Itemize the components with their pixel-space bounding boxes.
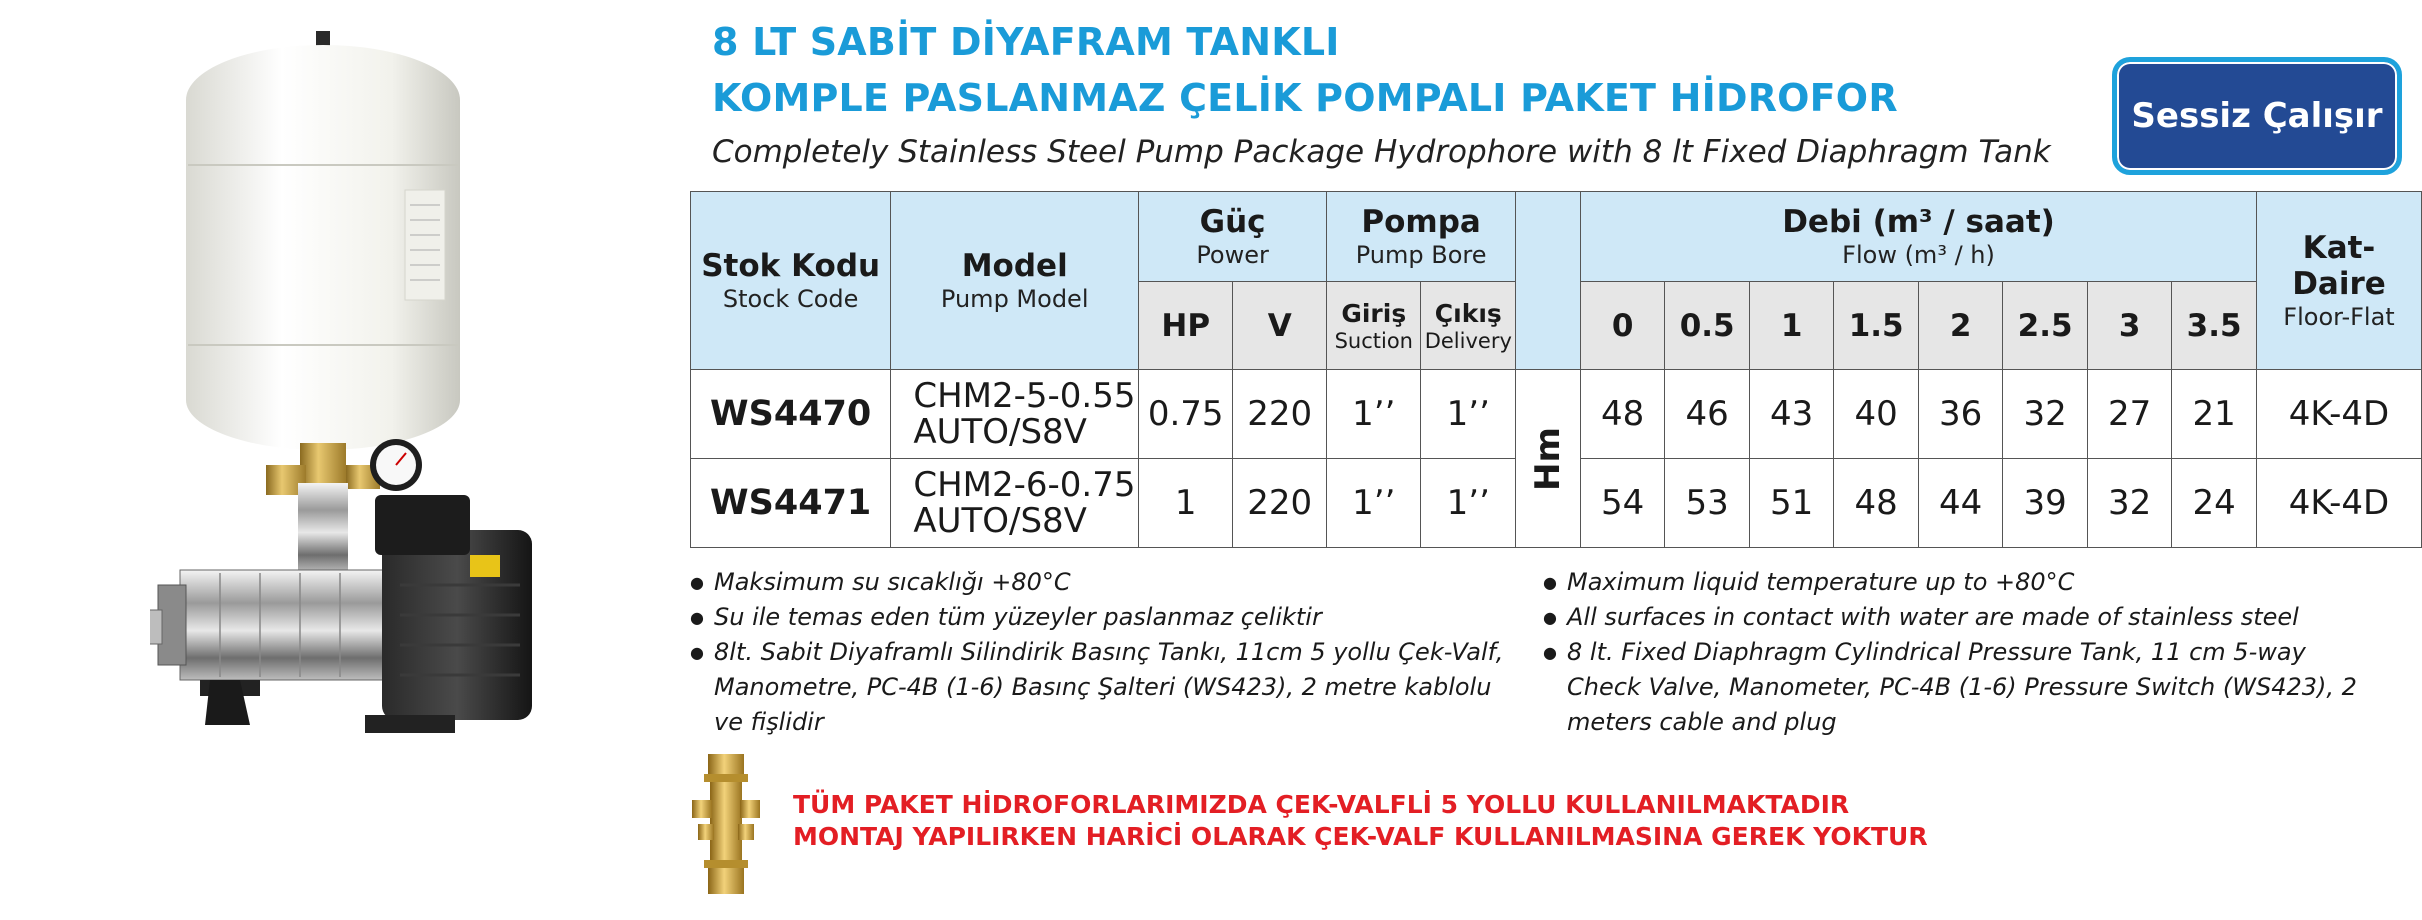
flow-rate-5: 2.5 <box>2003 282 2088 370</box>
row-flow-value: 27 <box>2088 370 2172 459</box>
row-model <box>891 459 1139 548</box>
row-stock-code: WS4470 <box>691 370 891 459</box>
row-flow-value: 46 <box>1665 370 1750 459</box>
header-suction-sub: Suction <box>1334 328 1413 353</box>
note-item: ● Maximum liquid temperature up to +80°C <box>1543 565 2383 600</box>
english-subtitle: Completely Stainless Steel Pump Package Hydrophore with 8 lt Fixed Diaphragm Tank <box>712 134 2051 170</box>
header-flow-main: Debi (m³ / saat) <box>1782 203 2055 240</box>
header-delivery-main: Çıkış <box>1434 298 1502 328</box>
header-suction <box>1327 282 1421 370</box>
row-flow-value: 32 <box>2088 459 2172 548</box>
note-item: ● All surfaces in contact with water are made of stainless steel <box>1543 600 2383 635</box>
header-flow <box>1581 192 2257 282</box>
title-line-1: 8 LT SABİT DİYAFRAM TANKLI <box>712 20 1340 64</box>
header-pump <box>1327 192 1516 282</box>
header-delivery-sub: Delivery <box>1424 328 1512 353</box>
header-flow-sub: Flow (m³ / h) <box>1842 240 1995 269</box>
flow-rate-3: 1.5 <box>1834 282 1919 370</box>
hydrophore-product-image <box>150 25 620 765</box>
row-flow-value: 21 <box>2172 370 2257 459</box>
row-flow-value: 48 <box>1834 459 1919 548</box>
header-model-sub: Pump Model <box>940 284 1089 313</box>
footer-warning-line-1: TÜM PAKET HİDROFORLARIMIZDA ÇEK-VALFLİ 5 YOLLU KULLANILMAKTADIR <box>793 790 1850 819</box>
row-hp: 1 <box>1139 459 1233 548</box>
footer-warning-line-2: MONTAJ YAPILIRKEN HARİCİ OLARAK ÇEK-VALF KULLANILMASINA GEREK YOKTUR <box>793 822 1928 851</box>
row-model-line1: CHM2-5-0.55 <box>913 376 1136 416</box>
check-valve-image <box>690 752 762 896</box>
flow-rate-4: 2 <box>1919 282 2003 370</box>
row-floor: 4K-4D <box>2256 370 2421 459</box>
spec-table <box>690 191 2422 548</box>
row-volt: 220 <box>1233 370 1327 459</box>
row-model-line2: AUTO/S8V <box>913 501 1087 541</box>
header-stock-code-main: Stok Kodu <box>701 247 881 284</box>
notes-turkish <box>690 565 1510 740</box>
flow-rate-1: 0.5 <box>1665 282 1750 370</box>
notes-english <box>1543 565 2383 740</box>
header-power <box>1139 192 1327 282</box>
header-pump-main: Pompa <box>1361 203 1481 240</box>
row-suction: 1’’ <box>1327 370 1421 459</box>
note-item: ● Maksimum su sıcaklığı +80°C <box>690 565 1510 600</box>
note-item: ● 8 lt. Fixed Diaphragm Cylindrical Pressure Tank, 11 cm 5-way Check Valve, Manometer, PC-4B (1-6) Pressure Switch (WS423), 2 meters cable and plug <box>1543 635 2383 740</box>
row-floor: 4K-4D <box>2256 459 2421 548</box>
row-flow-value: 43 <box>1750 370 1834 459</box>
header-hm-spacer <box>1516 192 1581 370</box>
row-flow-value: 24 <box>2172 459 2257 548</box>
header-stock-code <box>691 192 891 370</box>
silent-operation-badge: Sessiz Çalışır <box>2112 57 2402 175</box>
row-hp: 0.75 <box>1139 370 1233 459</box>
row-suction: 1’’ <box>1327 459 1421 548</box>
row-flow-value: 39 <box>2003 459 2088 548</box>
header-floor-sub: Floor-Flat <box>2283 302 2395 331</box>
header-suction-main: Giriş <box>1341 298 1407 328</box>
flow-rate-6: 3 <box>2088 282 2172 370</box>
header-floor <box>2256 192 2421 370</box>
flow-rate-7: 3.5 <box>2172 282 2257 370</box>
header-hp: HP <box>1139 282 1233 370</box>
header-power-main: Güç <box>1199 203 1266 240</box>
header-power-sub: Power <box>1196 240 1269 269</box>
row-model <box>891 370 1139 459</box>
row-volt: 220 <box>1233 459 1327 548</box>
row-flow-value: 53 <box>1665 459 1750 548</box>
row-flow-value: 36 <box>1919 370 2003 459</box>
header-floor-main: Kat-Daire <box>2292 229 2386 302</box>
header-volt: V <box>1233 282 1327 370</box>
header-model-main: Model <box>961 247 1068 284</box>
header-pump-sub: Pump Bore <box>1355 240 1487 269</box>
header-delivery <box>1421 282 1516 370</box>
note-item: ● 8lt. Sabit Diyaframlı Silindirik Basınç Tankı, 11cm 5 yollu Çek-Valf, Manometre, PC-4B (1-6) Basınç Şalteri (WS423), 2 metre kablolu ve fişlidir <box>690 635 1510 740</box>
hm-label-cell <box>1516 370 1581 548</box>
row-delivery: 1’’ <box>1421 459 1516 548</box>
row-flow-value: 32 <box>2003 370 2088 459</box>
row-flow-value: 44 <box>1919 459 2003 548</box>
row-flow-value: 48 <box>1581 370 1665 459</box>
hm-label: Hm <box>1528 426 1569 491</box>
row-flow-value: 54 <box>1581 459 1665 548</box>
flow-rate-2: 1 <box>1750 282 1834 370</box>
row-model-line2: AUTO/S8V <box>913 412 1087 452</box>
row-stock-code: WS4471 <box>691 459 891 548</box>
header-model <box>891 192 1139 370</box>
header-stock-code-sub: Stock Code <box>722 284 859 313</box>
note-item: ● Su ile temas eden tüm yüzeyler paslanmaz çeliktir <box>690 600 1510 635</box>
row-flow-value: 40 <box>1834 370 1919 459</box>
title-line-2: KOMPLE PASLANMAZ ÇELİK POMPALI PAKET HİDROFOR <box>712 76 1898 120</box>
row-flow-value: 51 <box>1750 459 1834 548</box>
table-row <box>691 370 2422 459</box>
flow-rate-0: 0 <box>1581 282 1665 370</box>
row-model-line1: CHM2-6-0.75 <box>913 465 1136 505</box>
row-delivery: 1’’ <box>1421 370 1516 459</box>
